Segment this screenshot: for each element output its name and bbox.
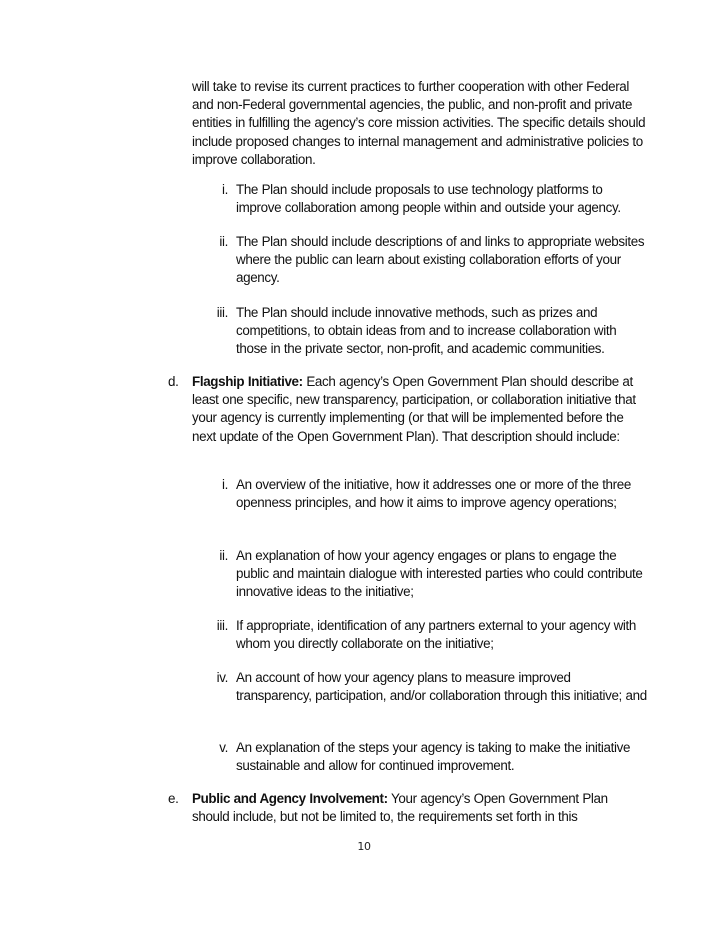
section-letter: d. [168, 374, 179, 389]
section-heading: Public and Agency Involvement: [192, 791, 388, 806]
section-text: Your agency’s Open Government Plan should include, but not be limited to, the requirements set forth in this [192, 791, 608, 825]
item-text: An overview of the initiative, how it addresses one or more of the three openness principles, and how it aims to improve agency operations; [236, 477, 631, 511]
item-text: The Plan should include descriptions of and links to appropriate websites where the public can learn about existing collaboration efforts of your agency. [236, 234, 645, 286]
item-number: ii. [219, 234, 228, 249]
item-number: iii. [216, 305, 228, 320]
section-e [168, 790, 648, 826]
page-number: 10 [357, 840, 371, 853]
section-text: Each agency’s Open Government Plan should describe at least one specific, new transparency, participation, or collaboration initiative that your agency is currently implementing (or that will be implemented before the next update of the Open Government Plan). That description should include: [192, 374, 636, 444]
item-number: i. [222, 477, 228, 492]
section-heading: Flagship Initiative: [192, 374, 303, 389]
collab-item-i [222, 181, 648, 217]
flagship-item-ii [219, 547, 648, 602]
item-number: v. [219, 740, 228, 755]
section-d [168, 373, 648, 446]
section-letter: e. [168, 791, 179, 806]
item-text: An explanation of how your agency engages or plans to engage the public and maintain dialogue with interested parties who could contribute innovative ideas to the initiative; [236, 548, 643, 600]
flagship-item-iii [216, 617, 648, 653]
item-number: ii. [219, 548, 228, 563]
item-text: An explanation of the steps your agency is taking to make the initiative sustainable and allow for continued improvement. [236, 740, 631, 774]
item-number: iii. [216, 618, 228, 633]
item-number: i. [222, 182, 228, 197]
collab-item-ii [219, 233, 648, 288]
item-text: The Plan should include innovative methods, such as prizes and competitions, to obtain ideas from and to increase collaboration with those in the private sector, non-profit, and academic communities. [236, 305, 617, 357]
item-text: The Plan should include proposals to use technology platforms to improve collaboration among people within and outside your agency. [236, 182, 621, 216]
item-text: An account of how your agency plans to measure improved transparency, participation, and/or collaboration through this initiative; and [236, 670, 647, 704]
intro-paragraph: will take to revise its current practices to further cooperation with other Federal and non-Federal governmental agencies, the public, and non-profit and private entities in fulfilling the agency’s core mission activities. The specific details should include proposed changes to internal management and administrative policies to improve collaboration. [192, 79, 646, 167]
item-number: iv. [216, 670, 228, 685]
flagship-item-v [219, 739, 648, 775]
item-text: If appropriate, identification of any partners external to your agency with whom you directly collaborate on the initiative; [236, 618, 637, 652]
flagship-item-iv [216, 669, 648, 705]
flagship-item-i [222, 476, 648, 512]
collab-item-iii [216, 304, 648, 359]
